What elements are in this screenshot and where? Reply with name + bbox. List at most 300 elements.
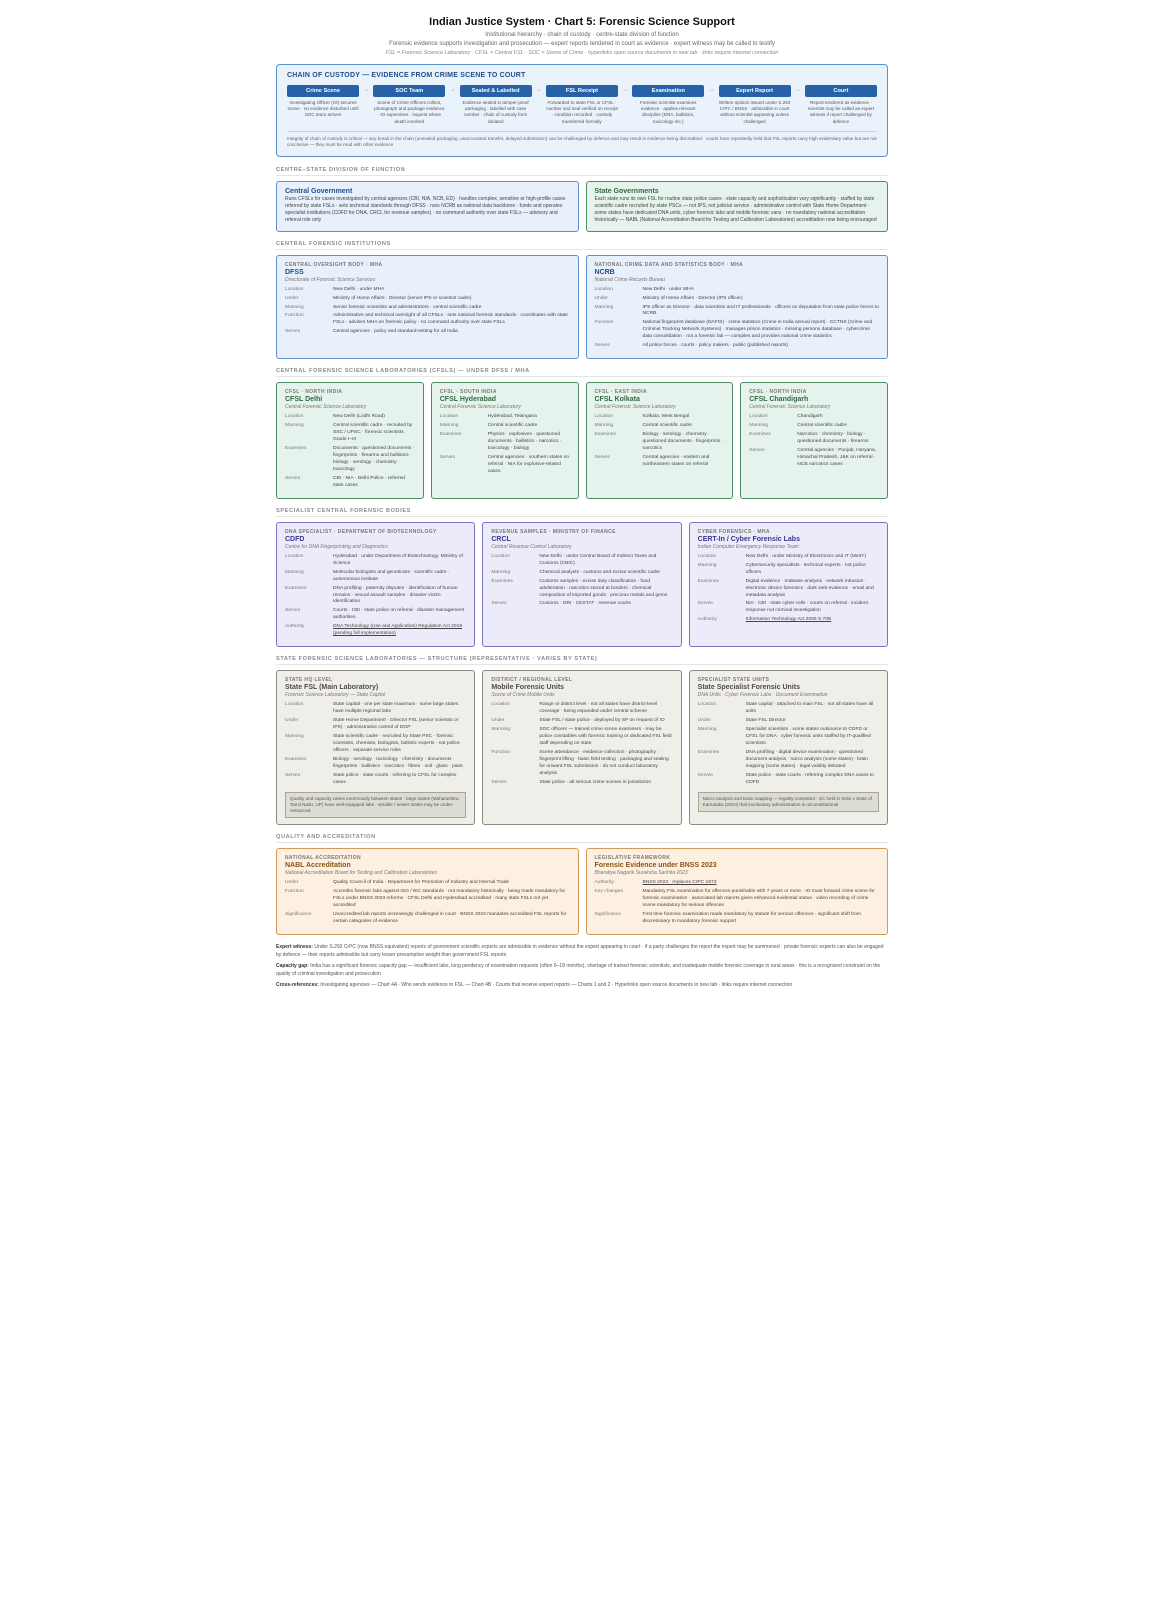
field-row [285, 608, 466, 622]
field-value: Central scientific cadre [487, 423, 538, 429]
field-row [285, 889, 570, 910]
field-value: SOC officers — trained crime scene examiners · may be police constables with forensic training or dedicated FSL field staff depending on state [539, 727, 672, 746]
field-value: Customs samples · excise duty classification · food adulteration · narcotics seized at borders · chemical composition of imported goods · precious metals and gems [539, 578, 668, 598]
step-label: Court [805, 85, 877, 97]
field-row [491, 554, 672, 568]
step-label: Expert Report [719, 85, 791, 97]
field-value: Digital evidence · malware analysis · network intrusion · electronic device forensics · dark web evidence · email and metadata analysis [745, 578, 874, 598]
custody-step [373, 85, 445, 125]
field-row [698, 601, 879, 615]
ncrb-card [586, 255, 889, 360]
custody-steps [287, 85, 877, 125]
card-subtitle: Centre for DNA Fingerprinting and Diagnostics [285, 543, 388, 550]
footnote-label: Expert witness: [276, 944, 313, 950]
field-value: New Delhi · under MHA [642, 286, 694, 292]
field-value: New Delhi · under MHA [333, 286, 385, 292]
nabl-card [276, 848, 579, 935]
field-row [285, 718, 466, 732]
state-fsl-row [276, 670, 888, 825]
field-key: Examines [285, 446, 307, 452]
field-value: NIA · CBI · state cyber cells · courts on referral · incident response not criminal investigation [745, 601, 868, 614]
specialist-row [276, 522, 888, 647]
field-row [285, 305, 570, 312]
step-description: Written opinion issued under S.293 CrPC / BNSS · admissible in court without scientist appearing unless challenged [718, 100, 791, 124]
step-label: SOC Team [373, 85, 445, 97]
card-subtitle: Central Forensic Science Laboratory [749, 404, 831, 411]
central-government-card [276, 181, 579, 232]
arrow-right-icon: → [535, 87, 542, 93]
field-value: Administrative and technical oversight of all CFSLs · sets national forensic standards · coordinates with state FSLs · advises MHA on forensic policy · no command authority over state FSLs [333, 313, 568, 326]
quality-row [276, 848, 888, 935]
field-value: State police · state courts · referring to CFSL for complex cases [333, 772, 457, 785]
field-key: Function [491, 749, 511, 755]
section-label-central-institutions: CENTRAL FORENSIC INSTITUTIONS [276, 241, 888, 250]
arrow-right-icon: → [794, 87, 801, 93]
field-key: Under [491, 718, 505, 724]
cdfd-card [276, 522, 475, 647]
field-row [285, 734, 466, 755]
field-row [440, 432, 570, 453]
card-title: CERT-In / Cyber Forensic Labs [697, 535, 800, 543]
card-subtitle: Bharatiya Nagarik Suraksha Sanhita 2023 [594, 870, 688, 877]
chain-of-custody-panel [276, 64, 888, 157]
card-subtitle: Indian Computer Emergency Response Team [697, 543, 799, 550]
card-eyebrow: CFSL · SOUTH INDIA [439, 389, 497, 396]
field-value: Central agencies · Punjab, Haryana, Himachal Pradesh, J&K on referral · NCB narcotics cases [797, 448, 877, 467]
field-row [595, 343, 880, 350]
field-row [595, 287, 880, 294]
field-key: Serves [594, 343, 610, 349]
page-subtitle: Institutional hierarchy · chain of custody · centre-state division of function [485, 32, 679, 38]
field-key: Examines [697, 578, 720, 584]
field-row [285, 313, 570, 327]
footnote-text: India has a significant forensic capacity gap — insufficient labs, long pendency of examination requests (often 6–18 months), shortage of trained forensic scientists, and inadequate mobile forensic coverage in rural areas · this is a recognised constraint on the quality of criminal investigation and prosecution [276, 963, 881, 977]
card-title: Mobile Forensic Units [491, 684, 565, 692]
quality-note: Quality and capacity varies enormously between states · large states (Maharashtra, Tamil Nadu, UP) have well-equipped labs · smaller / newer states may be under-resourced [285, 792, 466, 819]
field-key: Under [285, 295, 299, 301]
state-governments-card [586, 181, 889, 232]
field-key: Significance [594, 912, 621, 918]
field-value: Customs · DRI · CESTAT · revenue courts [539, 601, 631, 607]
field-row [285, 296, 570, 303]
field-value: Hyderabad, Telangana [487, 414, 537, 420]
field-key: Examines [439, 432, 462, 438]
cfsl-hyderabad-card [431, 382, 579, 499]
section-label-state-fsl: STATE FORENSIC SCIENCE LABORATORIES — STRUCTURE (REPRESENTATIVE · VARIES BY STATE) [276, 656, 888, 665]
card-subtitle: Central Forensic Science Laboratory [594, 404, 676, 411]
field-key: Serves [594, 454, 610, 460]
field-value: Mandatory FSL examination for offences punishable with 7 years or more · IO must forward crime scene for forensic examination · associated lab reports given enhanced evidential status · video recording of crime scene mandatory for serious offences [642, 889, 875, 909]
field-value: Range or district level · not all states have district-level coverage · being expanded under central scheme [539, 702, 658, 715]
field-key: Location [491, 702, 510, 708]
field-row [491, 718, 672, 725]
field-key: Manning [285, 734, 304, 740]
bnss-card [586, 848, 889, 935]
card-subtitle: Central Revenue Control Laboratory [491, 543, 572, 550]
field-row [440, 414, 570, 421]
field-key: Manning [697, 562, 717, 568]
field-key: Under [285, 880, 299, 886]
field-key: Significance [285, 912, 312, 918]
field-value: Molecular biologists and geneticists · scientific cadre · autonomous institute [333, 569, 450, 582]
field-value: Scene attendance · evidence collection · photography · fingerprint lifting · basic field testing · packaging and sealing for onward FSL submission · do not conduct laboratory analysis [539, 749, 669, 776]
field-row [595, 423, 725, 430]
field-row [491, 702, 672, 716]
field-value: State police · state courts · referring complex DNA cases to CDFD [745, 772, 874, 785]
field-row [491, 579, 672, 600]
field-value: Central scientific cadre [642, 423, 692, 429]
card-eyebrow: DISTRICT / REGIONAL LEVEL [491, 677, 573, 684]
card-title: State Specialist Forensic Units [697, 684, 800, 692]
field-key: Serves [285, 772, 301, 778]
footnote-cross-references [276, 982, 888, 990]
field-row [698, 727, 879, 748]
field-row [698, 617, 879, 624]
field-value: Quality Council of India · Department for Promotion of Industry and Internal Trade [333, 880, 510, 886]
field-row [285, 423, 415, 444]
footnote-label: Cross-references: [276, 982, 319, 988]
field-row [698, 750, 879, 771]
field-row [491, 727, 672, 748]
field-row [698, 563, 879, 577]
custody-step [805, 85, 877, 125]
field-key: Under [285, 718, 299, 724]
central-institutions-row [276, 255, 888, 360]
step-description: Report tendered as evidence · scientist may be called as expert witness if report challenged by defence [807, 100, 875, 124]
field-value: State FSL Director [745, 718, 786, 724]
field-key: Serves [439, 454, 455, 460]
field-value: Ministry of Home Affairs · Director (IPS officer) [642, 295, 743, 301]
field-key: Location [697, 553, 717, 559]
field-value: State scientific cadre · recruited by State PSC · forensic scientists, chemists, biologists, ballistic experts · not police officers · separate service rules [333, 734, 460, 753]
field-key: Manning [594, 304, 614, 310]
card-subtitle: National Accreditation Board for Testing and Calibration Laboratories [285, 870, 437, 877]
field-row [595, 320, 880, 341]
field-row [285, 702, 466, 716]
field-key: Location [594, 286, 613, 292]
field-row [285, 880, 570, 887]
field-value: CBI · NIA · Delhi Police · referred state cases [333, 475, 406, 488]
cfsl-kolkata-card [586, 382, 734, 499]
card-title: State Governments [594, 187, 659, 195]
field-row [285, 570, 466, 584]
field-key: Serves [749, 448, 765, 454]
dfss-card [276, 255, 579, 360]
card-eyebrow: DNA SPECIALIST · DEPARTMENT OF BIOTECHNOLOGY [285, 528, 437, 535]
section-label-cfsl: CENTRAL FORENSIC SCIENCE LABORATORIES (CFSLS) — UNDER DFSS / MHA [276, 368, 888, 377]
card-title: NABL Accreditation [285, 862, 351, 870]
field-row [285, 476, 415, 490]
card-title: DFSS [285, 268, 304, 276]
field-value: DNA profiling · digital device examination · questioned document analysis · narco analysis (some states) · brain mapping (some states) · legal validity debated [745, 749, 868, 769]
custody-title: CHAIN OF CUSTODY — EVIDENCE FROM CRIME SCENE TO COURT [287, 72, 526, 79]
field-value: Unaccredited lab reports increasingly challenged in court · BNSS 2023 mandates accredited FSL reports for certain categories of evidence [333, 912, 567, 925]
dna-act-link[interactable]: DNA Technology (Use and Application) Regulation Act 2019 (pending full implementation) [333, 624, 463, 637]
field-key: Manning [697, 727, 717, 733]
field-value: Accredits forensic labs against ISO / IEC standards · not mandatory historically · being made mandatory for FSLs under BNSS 2023 reforms · CFSL Delhi and Hyderabad accredited · many state FSLs not yet accredited [333, 889, 566, 909]
field-key: Authority [697, 617, 717, 623]
field-key: Serves [491, 779, 507, 785]
card-eyebrow: REVENUE SAMPLES · MINISTRY OF FINANCE [491, 528, 616, 535]
field-key: Examines [749, 432, 771, 438]
mobile-forensic-units-card [482, 670, 681, 825]
field-row [595, 912, 880, 926]
card-title: CFSL Delhi [285, 396, 323, 404]
field-value: Specialist scientists · some states outsource to CDFD or CFSL for DNA · cyber forensic units staffed by IT-qualified scientists [745, 727, 871, 746]
field-key: Location [749, 414, 768, 420]
card-title: CFSL Hyderabad [439, 396, 497, 404]
field-value: New Delhi (Lodhi Road) [333, 414, 385, 420]
field-row [285, 414, 415, 421]
card-eyebrow: STATE HQ LEVEL [285, 677, 333, 684]
field-row [491, 780, 672, 787]
cfsl-delhi-card [276, 382, 424, 499]
field-key: Examines [285, 756, 307, 762]
field-row [285, 446, 415, 474]
field-value: New Delhi · under Ministry of Electronics and IT (MeitY) [745, 553, 866, 559]
division-row [276, 181, 888, 232]
field-row [595, 880, 880, 887]
card-eyebrow: NATIONAL CRIME DATA AND STATISTICS BODY · MHA [594, 261, 744, 268]
state-specialist-units-card [689, 670, 888, 825]
field-row [285, 554, 466, 568]
field-value: Chandigarh [797, 414, 823, 420]
card-subtitle: Scene of Crime Mobile Units [491, 692, 555, 699]
arrow-right-icon: → [622, 87, 629, 93]
field-row [440, 455, 570, 476]
field-row [595, 305, 880, 319]
field-value: Biology · serology · toxicology · chemistry · documents · fingerprints · ballistics · narcotics · fibres · soil · glass · paint [333, 756, 463, 769]
field-row [285, 287, 570, 294]
field-key: Function [285, 313, 304, 319]
field-key: Examines [491, 578, 513, 584]
card-title: CDFD [285, 535, 305, 543]
field-value: Hyderabad · under Department of Biotechnology, Ministry of Science [333, 553, 463, 566]
footnote-expert-witness [276, 944, 888, 959]
section-label-specialist: SPECIALIST CENTRAL FORENSIC BODIES [276, 508, 888, 517]
section-label-division: CENTRE–STATE DIVISION OF FUNCTION [276, 167, 888, 176]
card-subtitle: National Crime Records Bureau [594, 276, 666, 283]
step-label: Examination [632, 85, 704, 97]
card-eyebrow: LEGISLATIVE FRAMEWORK [594, 855, 671, 862]
card-eyebrow: CENTRAL OVERSIGHT BODY · MHA [285, 261, 383, 268]
arrow-right-icon: → [708, 87, 715, 93]
card-title: CFSL Kolkata [594, 396, 640, 404]
card-subtitle: Central Forensic Science Laboratory [285, 404, 367, 411]
field-row [698, 554, 879, 561]
field-value: First time forensic examination made mandatory by statute for serious offences · significant shift from discretionary to mandatory forensic support [642, 912, 861, 925]
cert-in-card [689, 522, 888, 647]
custody-step [632, 85, 704, 125]
card-title: State FSL (Main Laboratory) [285, 684, 379, 692]
custody-footer: Integrity of chain of custody is critical — any break in the chain (unsealed packaging, unaccounted transfer, delayed submission) can be challenged by defence and may result in evidence being discredited · courts have repeatedly held that FSL reports carry high evidentiary value but are not conclusive — they must be read with other evidence [287, 131, 877, 149]
field-key: Location [594, 414, 613, 420]
bnss-link[interactable]: BNSS 2023 · replaces CrPC 1973 [642, 880, 717, 886]
cfsl-row [276, 382, 888, 499]
field-value: Central agencies · eastern and northeastern states on referral [642, 454, 710, 467]
field-value: Central agencies · policy and standard-setting for all India [333, 329, 458, 335]
cfsl-chandigarh-card [740, 382, 888, 499]
field-key: Serves [697, 772, 713, 778]
step-description: Forensic scientist examines evidence · applies relevant discipline (DNA, ballistics, toxicology etc.) [640, 100, 697, 124]
field-value: Kolkata, West Bengal [642, 414, 690, 420]
card-subtitle: Forensic Science Laboratory — State Capital [285, 692, 386, 699]
field-row [285, 773, 466, 787]
field-key: Serves [491, 601, 507, 607]
field-key: Serves [697, 601, 713, 607]
footnote-text: Under S.293 CrPC (now BNSS equivalent) reports of government scientific experts are admissible in evidence without the expert appearing in court · if a party challenges the report the expert may be summoned · private forensic experts can also be engaged by defence — their reports admissible but carry lesser presumptive weight than government FSL reports [276, 944, 884, 958]
footnote-text: Investigating agencies — Chart 4A · Who sends evidence to FSL — Chart 4B · Courts that receive expert reports — Charts 1 and 2 · Hyperlinks open source documents in new tab · links require internet connection [320, 982, 793, 988]
card-subtitle: Central Forensic Science Laboratory [439, 404, 521, 411]
field-value: Central scientific cadre · recruited by SSC / UPSC · forensic scientists Grade I–III [333, 423, 413, 443]
step-description: Investigating Officer (IO) secures scene · no evidence disturbed until SOC team arrives [287, 100, 359, 118]
card-text: Each state runs its own FSL for routine state police cases · state capacity and sophistication vary significantly · staffed by state scientific cadre recruited by state PSCs — not IPS, not judicial service · administrative control with State Home Department · some states have dedicated DNA units, cyber forensic labs and mobile forensic vans · no mandatory national accreditation historically — NABL (National Accreditation Board for Testing and Calibration Laboratories) accreditation now being encouraged [594, 195, 877, 224]
field-value: Physics · explosives · questioned documents · ballistics · narcotics · toxicology · biology [487, 432, 562, 452]
footnote-capacity-gap [276, 963, 888, 978]
field-value: National fingerprint database (NAFIS) · crime statistics (Crime in India annual report) · CCTNS (Crime and Criminal Tracking Network Systems) · manages prison statistics · missing persons database · cybercrime data consolidation · not a forensic lab — compiles and provides national crime statistics [642, 320, 873, 340]
field-row [749, 432, 879, 446]
field-row [595, 455, 725, 469]
card-title: Forensic Evidence under BNSS 2023 [594, 862, 717, 870]
field-value: New Delhi · under Central Board of Indirect Taxes and Customs (CBIC) [539, 553, 657, 566]
field-row [595, 414, 725, 421]
field-value: State police · all serious crime scenes in jurisdiction [539, 779, 652, 785]
field-key: Location [439, 414, 459, 420]
card-title: CRCL [491, 535, 511, 543]
section-label-quality: QUALITY AND ACCREDITATION [276, 834, 888, 843]
field-key: Examines [285, 585, 307, 591]
field-key: Manning [491, 727, 511, 733]
custody-step [546, 85, 618, 125]
card-eyebrow: CFSL · NORTH INDIA [285, 389, 343, 396]
card-eyebrow: CFSL · EAST INDIA [594, 389, 648, 396]
step-label: Sealed & Labelled [460, 85, 532, 97]
field-row [698, 718, 879, 725]
field-row [749, 448, 879, 469]
field-row [698, 773, 879, 787]
field-key: Manning [439, 423, 459, 429]
card-subtitle: Directorate of Forensic Science Services [285, 276, 376, 283]
field-value: Central scientific cadre [797, 423, 847, 429]
step-description: Evidence sealed in tamper-proof packaging · labelled with case number · chain of custody form initiated [462, 100, 529, 124]
field-key: Function [285, 889, 304, 895]
custody-step [460, 85, 532, 125]
field-value: State capital · attached to main FSL · not all states have all units [745, 702, 874, 715]
field-value: State Home Department · Director FSL (senior scientist or IPS) · administrative control of DGP [333, 718, 459, 731]
field-value: Central agencies · southern states on referral · NIA for explosive-related cases [487, 454, 570, 474]
it-act-link[interactable]: Information Technology Act 2000 S.70B [745, 617, 832, 623]
field-row [595, 296, 880, 303]
field-row [595, 432, 725, 453]
chart-container [276, 14, 888, 994]
field-key: Location [491, 553, 510, 559]
arrow-right-icon: → [449, 87, 456, 93]
field-row [698, 702, 879, 716]
field-row [491, 570, 672, 577]
card-eyebrow: NATIONAL ACCREDITATION [285, 855, 362, 862]
custody-step [719, 85, 791, 125]
field-key: Serves [285, 329, 301, 335]
field-key: Serves [285, 475, 301, 481]
field-row [491, 750, 672, 778]
field-row [491, 601, 672, 608]
field-key: Function [594, 320, 614, 326]
crcl-card [482, 522, 681, 647]
field-value: Chemical analysts · customs and excise scientific cadre [539, 569, 661, 575]
page-subtitle-2: Forensic evidence supports investigation and prosecution — expert reports tendered in court as evidence · expert witness may be called to testify [389, 41, 775, 47]
field-row [285, 912, 570, 926]
card-eyebrow: CFSL · NORTH INDIA [749, 389, 807, 396]
field-value: Cybersecurity specialists · technical experts · not police officers [745, 562, 866, 575]
narco-analysis-note: Narco analysis and brain mapping — legality contested · SC held in Selvi v State of Karnataka (2010) that involuntary administration is unconstitutional [698, 792, 879, 812]
field-row [595, 889, 880, 910]
field-key: Serves [285, 608, 301, 614]
field-value: Documents · questioned documents · fingerprints · firearms and ballistics · biology · serology · chemistry · toxicology [333, 446, 415, 472]
field-value: Ministry of Home Affairs · Director (senior IPS or scientist cadre) [333, 295, 472, 301]
card-eyebrow: SPECIALIST STATE UNITS [697, 677, 770, 684]
field-key: Location [285, 286, 304, 292]
field-value: Courts · CBI · state police on referral · disaster management authorities [333, 608, 465, 621]
field-value: Senior forensic scientists and administrators · central scientific cadre [333, 304, 482, 310]
field-key: Under [697, 718, 711, 724]
field-key: Location [697, 702, 717, 708]
page-title: Indian Justice System · Chart 5: Forensic Science Support [429, 16, 735, 28]
custody-step [287, 85, 359, 119]
field-row [285, 624, 466, 638]
field-key: Manning [749, 423, 769, 429]
field-key: Manning [285, 304, 304, 310]
card-title: NCRB [594, 268, 615, 276]
field-key: Manning [285, 423, 304, 429]
field-key: Authority [285, 624, 305, 630]
field-row [285, 329, 570, 336]
step-description: Forwarded to state FSL or CFSL · number and seal verified on receipt · condition recorded · custody transferred formally [546, 100, 618, 124]
field-key: Manning [594, 423, 614, 429]
card-eyebrow: CYBER FORENSICS · MHA [697, 528, 770, 535]
step-label: FSL Receipt [546, 85, 618, 97]
field-key: Location [285, 414, 304, 420]
arrow-right-icon: → [363, 87, 370, 93]
field-row [285, 586, 466, 607]
field-row [285, 757, 466, 771]
field-row [749, 414, 879, 421]
abbreviation-note: FSL = Forensic Science Laboratory · CFSL = Central FSL · SOC = Scene of Crime · hyperlinks open source documents in new tab · links require internet connection [385, 50, 779, 56]
field-key: Location [285, 553, 304, 559]
step-description: Scene of Crime Officers collect, photograph and package evidence · IO supervises · inquest where death involved [374, 100, 445, 124]
step-label: Crime Scene [287, 85, 359, 97]
field-value: All police forces · courts · policy makers · public (published reports) [642, 343, 788, 349]
field-row [749, 423, 879, 430]
card-title: Central Government [285, 187, 353, 195]
field-value: State FSL / state police · deployed by SP on request of IO [539, 718, 665, 724]
field-value: State capital · one per state maximum · some large states have multiple regional labs [333, 702, 459, 715]
field-key: Under [594, 295, 608, 301]
footnote-label: Capacity gap: [276, 963, 309, 969]
card-subtitle: DNA Units · Cyber Forensic Labs · Document Examination [697, 692, 828, 699]
field-value: DNA profiling · paternity disputes · identification of human remains · sexual assault samples · disaster victim identification [333, 585, 458, 605]
field-value: Biology · serology · chemistry · questioned documents · fingerprints · narcotics [642, 432, 724, 452]
field-key: Examines [697, 749, 720, 755]
field-row [440, 423, 570, 430]
card-text: Runs CFSLs for cases investigated by central agencies (CBI, NIA, NCB, ED) · handles complex, sensitive or high-profile cases referred by state FSLs · sets technical standards through DFSS · runs NCRB as national data backbone · funds and operates specialist institutions (CDFD for DNA, CRCL for revenue samples) · no command authority over state FSLs — advisory and referral role only [285, 195, 566, 224]
field-value: IPS officer as Director · data scientists and IT professionals · officers on deputation from state police forces to NCRB [642, 304, 879, 317]
field-value: Narcotics · chemistry · biology · questioned documents · firearms [797, 432, 869, 445]
field-row [698, 579, 879, 600]
field-key: Examines [594, 432, 616, 438]
state-fsl-main-card [276, 670, 475, 825]
card-title: CFSL Chandigarh [749, 396, 809, 404]
field-key: Manning [491, 569, 511, 575]
